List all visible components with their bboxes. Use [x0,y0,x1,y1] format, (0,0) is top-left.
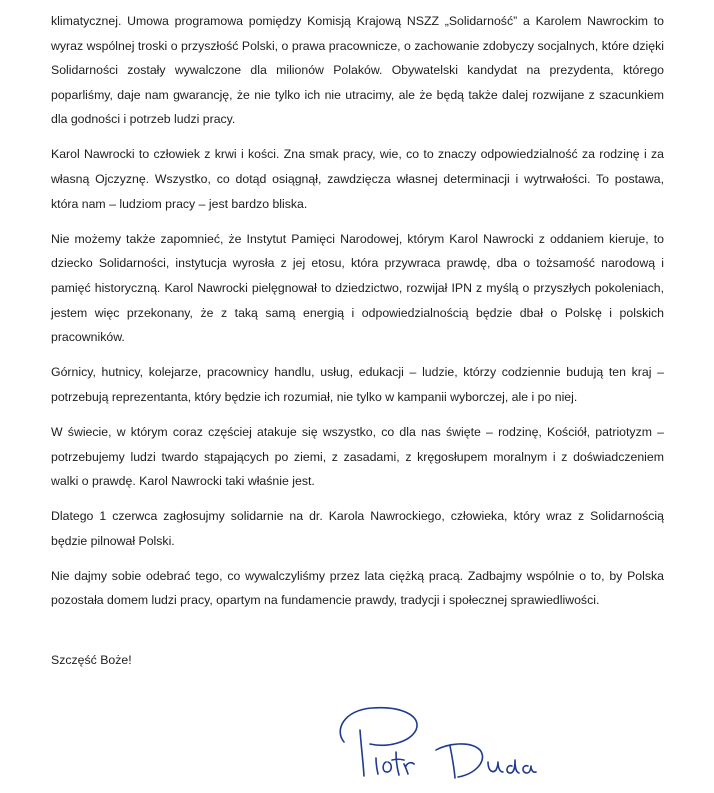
paragraph-1: klimatycznej. Umowa programowa pomiędzy Komisją Krajową NSZZ „Solidarność” a Karolem Nawrockim to wyraz wspólnej troski o przyszłość Polski, o prawa pracownicze, o zachowanie zdobyczy socjalnych, które dzięki Solidarności zostały wywalczone dla milionów Polaków. Obywatelski kandydat na prezydenta, którego poparliśmy, daje nam gwarancję, że nie tylko ich nie utracimy, ale że będą także dalej rozwijane z szacunkiem dla godności i potrzeb ludzi pracy. [51,14,664,127]
paragraph-5: W świecie, w którym coraz częściej atakuje się wszystko, co dla nas święte – rodzinę, Kościół, patriotyzm – potrzebujemy ludzi twardo stąpających po ziemi, z zasadami, z kręgosłupem moralnym i z doświadczeniem walki o prawdę. Karol Nawrocki taki właśnie jest. [51,424,664,489]
handwritten-signature-icon [330,700,550,785]
letter-body [51,9,664,624]
closing-salutation: Szczęść Boże! [51,653,132,667]
paragraph-3: Nie możemy także zapomnieć, że Instytut Pamięci Narodowej, którym Karol Nawrocki z oddaniem kieruje, to dziecko Solidarności, instytucja wyrosła z jej etosu, która przywraca prawdę, dba o tożsamość narodową i pamięć historyczną. Karol Nawrocki pielęgnował to dziedzictwo, rozwijał IPN z myślą o przyszłych pokoleniach, jestem więc przekonany, że z taką samą energią i odpowiedzialnością będzie dbał o Polskę i polskich pracowników. [51,231,664,345]
paragraph-7: Nie dajmy sobie odebrać tego, co wywalczyliśmy przez lata ciężką pracą. Zadbajmy wspólnie o to, by Polska pozostała domem ludzi pracy, opartym na fundamencie prawdy, tradycji i społecznej sprawiedliwości. [51,568,664,608]
paragraph-4: Górnicy, hutnicy, kolejarze, pracownicy handlu, usług, edukacji – ludzie, którzy codziennie budują ten kraj – potrzebują reprezentanta, który będzie ich rozumiał, nie tylko w kampanii wyborczej, ale i po niej. [51,365,664,404]
paragraph-6: Dlatego 1 czerwca zagłosujmy solidarnie na dr. Karola Nawrockiego, człowieka, który wraz z Solidarnością będzie pilnował Polski. [51,509,664,548]
paragraph-2: Karol Nawrocki to człowiek z krwi i kości. Zna smak pracy, wie, co to znaczy odpowiedzialność za rodzinę i za własną Ojczyznę. Wszystko, co dotąd osiągnął, zawdzięcza własnej determinacji i wytrwałości. To postawa, która nam – ludziom pracy – jest bardzo bliska. [51,147,664,211]
signature-image [330,700,550,785]
